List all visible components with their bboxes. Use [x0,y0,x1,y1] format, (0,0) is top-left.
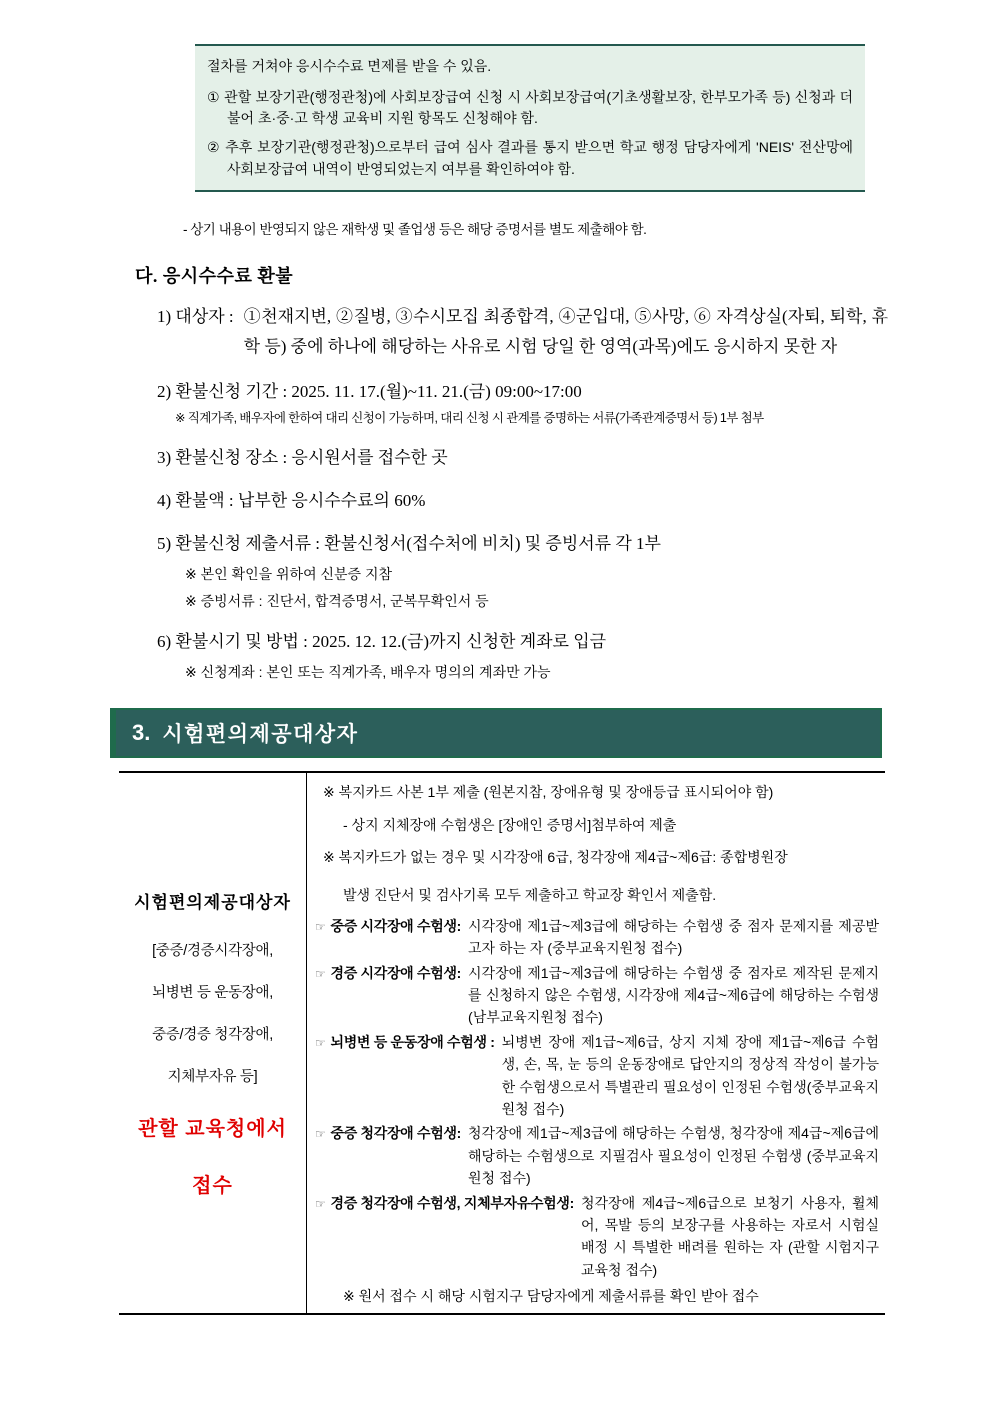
receipt-office-red-line-2: 접수 [192,1175,233,1198]
pointing-hand-icon: ☞ [315,966,326,981]
refund-item-5: 5) 환불신청 제출서류 : 환불신청서(접수처에 비치) 및 증빙서류 각 1부 [157,534,661,553]
refund-item-1 [157,302,888,362]
hand-item-mild-visual [315,962,879,1029]
refund-section-title: 다. 응시수수료 환불 [135,266,294,287]
refund-item-6-note: ※ 신청계좌 : 본인 또는 직계가족, 배우자 명의의 계좌만 가능 [185,663,551,680]
section3-number: 3. [132,720,151,746]
section3-title: 시험편의제공대상자 [162,722,359,747]
pointing-hand-icon: ☞ [315,919,326,934]
refund-item-2-note: ※ 직계가족, 배우자에 한하여 대리 신청이 가능하며, 대리 신청 시 관계를 증명하는 서류(가족관계증명서 등) 1부 첨부 [175,411,764,426]
refund-item-3: 3) 환불신청 장소 : 응시원서를 접수한 곳 [157,447,448,467]
hand-item-text: 시각장애 제1급~제3급에 해당하는 수험생 중 점자로 제작된 문제지를 신청하지 않은 수험생, 시각장애 제4급~제6급에 해당하는 수험생 (남부교육지원청 접수) [468,964,879,1026]
accommodation-category-line-1: [중증/경증시각장애, [152,943,273,960]
hand-item-label: 중증 시각장애 수험생: [330,917,462,934]
welfare-card-note: ※ 복지카드 사본 1부 제출 (원본지참, 장애유형 및 장애등급 표시되어야 함) [323,784,774,801]
notice-item-2: ② 추후 보장기관(행정관청)으로부터 급여 심사 결과를 통지 받으면 학교 행정 담당자에게 'NEIS' 전산망에 사회보장급여 내역이 반영되었는지 여부를 확인하여야 함. [207,139,853,177]
final-receipt-note: ※ 원서 접수 시 해당 시험지구 담당자에게 제출서류를 확인 받아 접수 [343,1288,759,1305]
refund-item-1-text: ①천재지변, ②질병, ③수시모집 최종합격, ④군입대, ⑤사망, ⑥ 자격상실(자퇴, 퇴학, 휴학 등) 중에 하나에 해당하는 사유로 시험 당일 한 영역(과목)에도 응시하지 못한 자 [243,307,888,357]
pointing-hand-icon: ☞ [315,1127,326,1142]
refund-list [157,302,888,682]
hand-item-mild-hearing-physical [315,1192,879,1282]
refund-item-5-note-2: ※ 증빙서류 : 진단서, 합격증명서, 군복무확인서 등 [185,593,489,610]
hand-item-text: 청각장애 제4급~제6급으로 보청기 사용자, 휠체어, 목발 등의 보장구를 사용하는 자로서 시험실 배정 시 특별한 배려를 원하는 자 (관할 시험지구교육청 접수) [581,1194,879,1278]
accommodation-right-cell [307,773,885,1313]
no-welfare-card-note: ※ 복지카드가 없는 경우 및 시각장애 6급, 청각장애 제4급~제6급: 종합병원장 [323,849,788,866]
hand-item-label: 중증 청각장애 수험생: [330,1125,462,1142]
supplement-note: - 상기 내용이 반영되지 않은 재학생 및 졸업생 등은 해당 증명서를 별도 제출해야 함. [183,222,647,238]
accommodation-category-line-3: 중증/경증 청각장애, [152,1027,273,1044]
accommodation-category-line-2: 뇌병변 등 운동장애, [152,985,273,1002]
receipt-office-red-line-1: 관할 교육청에서 [138,1118,287,1141]
notice-item-1: ① 관할 보장기관(행정관청)에 사회보장급여 신청 시 사회보장급여(기초생활보장, 한부모가족 등) 신청과 더불어 초·중·고 학생 교육비 지원 항목도 신청해야 함. [207,88,853,127]
hand-item-severe-hearing [315,1122,879,1189]
refund-item-4: 4) 환불액 : 납부한 응시수수료의 60% [157,490,426,510]
accommodation-table [119,771,885,1315]
hand-item-text: 청각장애 제1급~제3급에 해당하는 수험생, 청각장애 제4급~제6급에 해당하는 수험생으로 지필검사 필요성이 인정된 수험생 (중부교육지원청 접수) [468,1125,879,1187]
accommodation-target-title: 시험편의제공대상자 [134,893,291,913]
hand-item-motor-disability [315,1031,879,1121]
refund-item-5-note-1: ※ 본인 확인을 위하여 신분증 지참 [185,566,392,583]
hand-item-label: 경증 시각장애 수험생: [330,964,462,981]
refund-item-6: 6) 환불시기 및 방법 : 2025. 12. 12.(금)까지 신청한 계좌로 입금 [157,631,607,651]
refund-item-2: 2) 환불신청 기간 : 2025. 11. 17.(월)~11. 21.(금) 09:00~17:00 [157,381,582,401]
hand-item-label: 뇌병변 등 운동장애 수험생 : [330,1033,495,1050]
hand-item-label: 경증 청각장애 수험생, 지체부자유수험생: [330,1194,574,1211]
upper-limb-note: - 상지 지체장애 수험생은 [장애인 증명서]첨부하여 제출 [343,816,677,833]
hand-item-severe-visual [315,915,879,960]
fee-exemption-notice-box [195,44,865,192]
hand-item-text: 시각장애 제1급~제3급에 해당하는 수험생 중 점자 문제지를 제공받고자 하는 자 (중부교육지원청 접수) [468,917,879,957]
accommodation-category-line-4: 지체부자유 등] [167,1069,258,1086]
pointing-hand-icon: ☞ [315,1196,326,1211]
section3-header [110,708,882,758]
refund-item-1-label: 1) 대상자 : [157,307,234,327]
pointing-hand-icon: ☞ [315,1035,326,1050]
accommodation-left-cell [119,773,307,1313]
notice-intro: 절차를 거쳐야 응시수수료 면제를 받을 수 있음. [207,58,492,74]
hand-item-text: 뇌병변 장애 제1급~제6급, 상지 지체 장애 제1급~제6급 수험생, 손, 목, 눈 등의 운동장애로 답안지의 정상적 작성이 불가능한 수험생으로서 특별관리 필요성이 인정된 수험생(중부교육지원청 접수) [501,1033,879,1117]
diagnosis-submission-note: 발생 진단서 및 검사기록 모두 제출하고 학교장 확인서 제출함. [343,887,717,904]
